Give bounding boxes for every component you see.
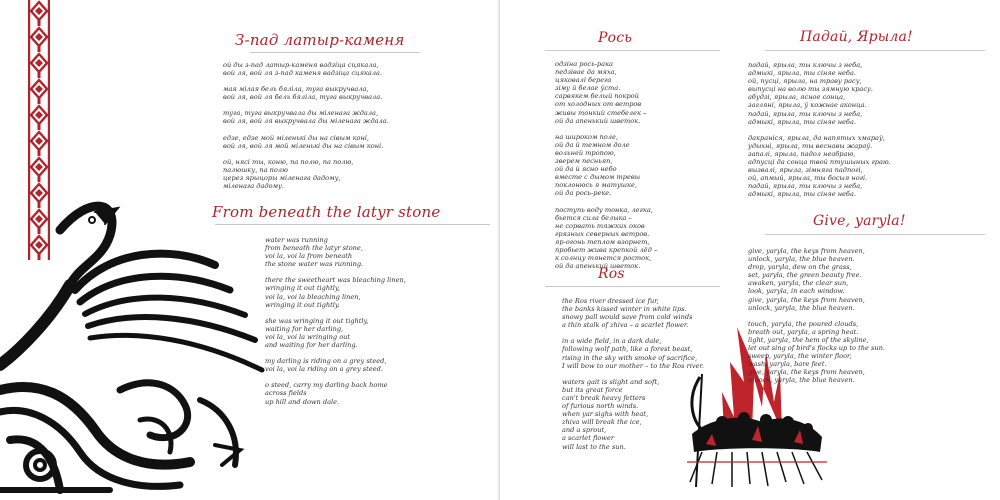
belarusian-poem-text bbox=[223, 61, 389, 198]
poem-line: адпусці да сонца твой птушыных граю. bbox=[748, 158, 891, 167]
poem-line: give, yaryla, the keys from heaven, bbox=[748, 247, 865, 255]
poem-line: грязных северных ветров. bbox=[555, 229, 650, 238]
poem-line: педзівае да мяха, bbox=[555, 68, 617, 77]
stanza bbox=[748, 320, 885, 385]
yaryla-by-title: Падай, Ярыла! bbox=[800, 29, 913, 45]
poem-line: адмыкі, ярыла, ты сіняе неба. bbox=[748, 190, 856, 199]
poem-line: вой ля, вой ля выкручвала ды міленага ждала. bbox=[223, 117, 389, 126]
stanza bbox=[223, 158, 389, 190]
title-rule bbox=[765, 50, 985, 51]
poem-line: a thin stalk of zhiva – a scarlet flower. bbox=[562, 321, 689, 330]
poem-line: поступь воду тонка, легка, bbox=[555, 205, 653, 214]
poem-line: ой да апенький шветок. bbox=[555, 116, 641, 125]
stanza bbox=[555, 133, 657, 198]
english-poem-title: From beneath the latyr stone bbox=[212, 203, 441, 221]
stanza bbox=[562, 297, 704, 329]
poem-line: in a wide field, in a dark dale, bbox=[562, 337, 662, 346]
stanza bbox=[265, 381, 406, 405]
poem-line: одзіна рось-рака bbox=[555, 60, 613, 68]
poem-line: падай, ярыла, ты ключы з неба, bbox=[748, 182, 863, 191]
poem-line: мая мілая бель бяліла, туга выкручвала, bbox=[223, 85, 369, 94]
poem-line: дакраніся, ярыла, да напятых хмараў, bbox=[748, 133, 885, 142]
stanza bbox=[265, 317, 406, 349]
poem-line: к солнцу тянется росток, bbox=[555, 254, 652, 263]
poem-line: of furious north winds. bbox=[562, 402, 639, 411]
poem-line: сарвякем белый покрой bbox=[555, 92, 639, 101]
poem-line: waters gait is slight and soft, bbox=[562, 377, 660, 386]
poem-line: ой да й темном доле bbox=[555, 140, 630, 149]
poem-line: церез ярыцоры міленага дадому, bbox=[223, 173, 341, 182]
poem-line: вой ля, вой ля мой міленькі ды на сівым коні. bbox=[223, 141, 384, 150]
poem-line: light, yaryla, the hem of the skyline, bbox=[748, 335, 869, 344]
poem-line: ой да апенький шветок. bbox=[555, 262, 641, 271]
poem-line: let out sing of bird's flocks up to the sun. bbox=[748, 344, 885, 353]
poem-line: from beneath the latyr stone, bbox=[265, 244, 363, 253]
poem-line: не сорвать тяжких оков bbox=[555, 221, 645, 230]
title-rule bbox=[250, 52, 420, 53]
poem-line: the Ros river dressed ice fur, bbox=[562, 297, 659, 305]
poem-line: запалі, ярыла, падол неабраю, bbox=[748, 149, 856, 158]
poem-line: I will bow to our mother – to the Ros river. bbox=[562, 361, 704, 370]
poem-line: can't break heavy fetters bbox=[562, 393, 646, 402]
stanza bbox=[555, 60, 657, 125]
poem-line: ой да рось-реке. bbox=[555, 189, 612, 198]
poem-line: voi la, voi la wringing out bbox=[265, 332, 351, 341]
stanza bbox=[223, 134, 389, 150]
poem-line: туга, туга выкручвала ды міленага ждала, bbox=[223, 109, 379, 118]
stanza bbox=[562, 337, 704, 369]
poem-line: ой да й ясно небо bbox=[555, 165, 617, 174]
right-page bbox=[500, 0, 1000, 500]
stanza bbox=[555, 206, 657, 271]
poem-line: when yar sighs with heat, bbox=[562, 410, 649, 419]
poem-line: зверем песньяп, bbox=[555, 157, 613, 166]
stanza bbox=[223, 109, 389, 125]
poem-line: wringing it out tightly, bbox=[265, 284, 340, 293]
poem-line: от холодных от ветров bbox=[555, 100, 642, 109]
poem-line: a scarlet flower bbox=[562, 434, 615, 443]
poem-line: яр-огонь теплом взорнет, bbox=[555, 237, 650, 246]
poem-line: up hill and down dale. bbox=[265, 397, 340, 406]
poem-line: but its great force bbox=[562, 385, 623, 394]
poem-line: voi la, voi la from beneath bbox=[265, 252, 353, 261]
ros-by-text bbox=[555, 60, 657, 278]
poem-line: едзе, едзе мой міленькі ды на сівым коні, bbox=[223, 133, 370, 142]
stanza bbox=[748, 61, 891, 126]
poem-line: wringing it out tightly. bbox=[265, 300, 340, 309]
poem-line: ой, нясі ты, коню, па полю, па полю, bbox=[223, 157, 354, 166]
poem-line: падай, ярыла, ты ключы з неба, bbox=[748, 61, 863, 69]
poem-line: water was running bbox=[265, 236, 328, 244]
yaryla-en-text bbox=[748, 247, 885, 393]
poem-line: awaken, yaryla, the clear sun, bbox=[748, 279, 849, 288]
poem-line: бьется сила белыка – bbox=[555, 213, 632, 222]
stanza bbox=[265, 276, 406, 308]
title-rule bbox=[215, 224, 490, 225]
english-poem-text bbox=[265, 236, 406, 414]
poem-line: unlock, yaryla, the blue heaven. bbox=[748, 255, 855, 264]
poem-line: following wolf path, like a forest beast, bbox=[562, 345, 693, 354]
poem-line: падай, ярыла, ты ключы з неба, bbox=[748, 109, 863, 118]
stanza bbox=[748, 247, 885, 312]
stanza bbox=[223, 85, 389, 101]
stanza bbox=[265, 236, 406, 268]
poem-line: цяковалі берега bbox=[555, 76, 612, 85]
stanza bbox=[748, 134, 891, 199]
poem-line: вызвалі, ярыла, зімняга падпогі, bbox=[748, 166, 863, 175]
poem-line: the stone water was running. bbox=[265, 260, 364, 269]
poem-line: sweep, yaryla, the winter floor, bbox=[748, 352, 852, 361]
poem-line: give, yaryla, the keys from heaven, bbox=[748, 295, 865, 304]
stanza bbox=[562, 378, 704, 451]
poem-line: адмыкі, ярыла, ты сіняе неба. bbox=[748, 117, 856, 126]
poem-line: ой, пусці, ярыла, на траву расу, bbox=[748, 77, 862, 86]
poem-line: my darling is riding on a grey steed, bbox=[265, 357, 387, 366]
poem-line: вольней тропою, bbox=[555, 148, 616, 157]
poem-line: drop, yaryla, dew on the grass, bbox=[748, 263, 852, 272]
poem-line: удыхні, ярыла, ты веснавы жараў. bbox=[748, 141, 873, 150]
yaryla-by-text bbox=[748, 61, 891, 207]
belarusian-poem-title: З-пад латыр-каменя bbox=[235, 31, 405, 49]
poem-line: and a sprout, bbox=[562, 426, 607, 435]
poem-line: адмыкі, ярыла, ты сіняе неба. bbox=[748, 69, 856, 78]
poem-line: абудзі, ярыла, ясное сонца, bbox=[748, 93, 846, 102]
poem-line: ой, апмый, ярыла, ты босыя ногі. bbox=[748, 174, 868, 183]
poem-line: міленага дадому. bbox=[223, 182, 284, 191]
firebird-artwork bbox=[0, 190, 270, 500]
poem-line: загляні, ярыла, ў кожнае аконца. bbox=[748, 101, 867, 110]
poem-line: will last to the sun. bbox=[562, 442, 626, 451]
stanza bbox=[223, 61, 389, 77]
poem-line: across fields bbox=[265, 389, 307, 398]
poem-line: and waiting for her darling. bbox=[265, 341, 358, 350]
poem-line: set, yaryla, the green beauty free. bbox=[748, 271, 862, 280]
poem-line: живы тонкий стебелек – bbox=[555, 108, 647, 117]
ros-by-title: Рось bbox=[598, 30, 633, 46]
poem-line: зіму й белае ўста. bbox=[555, 84, 621, 93]
poem-line: snowy pall would save from cold winds bbox=[562, 313, 693, 322]
poem-line: touch, yaryla, the poured clouds, bbox=[748, 319, 859, 328]
poem-line: voi la, voi la bleaching linen, bbox=[265, 292, 361, 301]
poem-line: ой ды з-пад латыр-каменя вадзіца сцякала, bbox=[223, 61, 379, 69]
poem-line: o steed, carry my darling back home bbox=[265, 381, 388, 390]
poem-line: вместе с дымом тревы bbox=[555, 173, 641, 182]
stanza bbox=[265, 357, 406, 373]
poem-line: zhiva will break the ice, bbox=[562, 418, 642, 427]
poem-line: give, yaryla, the keys from heaven, bbox=[748, 368, 865, 377]
poem-line: waiting for her darling, bbox=[265, 324, 344, 333]
title-rule bbox=[545, 286, 720, 287]
ros-en-text bbox=[562, 297, 704, 459]
poem-line: вой ля, вой ля з-пад каменя вадзіца сцякала. bbox=[223, 69, 383, 78]
poem-line: вой ля, вой ля бель бяліла, туга выкручвала. bbox=[223, 93, 383, 102]
poem-line: палюшку, па полю bbox=[223, 165, 288, 174]
title-rule bbox=[765, 234, 985, 235]
poem-line: на широком поле, bbox=[555, 132, 618, 141]
poem-line: выпусці на волю ты зямную красу. bbox=[748, 85, 873, 94]
poem-line: the banks kissed winter in white lips. bbox=[562, 305, 687, 314]
poem-line: there the sweetheart was bleaching linen, bbox=[265, 276, 406, 285]
poem-line: she was wringing it out tightly, bbox=[265, 316, 369, 325]
poem-line: unlock, yaryla, the blue heaven. bbox=[748, 303, 855, 312]
poem-line: wash, yaryla, bare feet. bbox=[748, 360, 827, 369]
poem-line: rising in the sky with smoke of sacrifice, bbox=[562, 353, 698, 362]
title-rule bbox=[545, 50, 720, 51]
poem-line: breath out, yaryla, a spring heat. bbox=[748, 327, 859, 336]
poem-line: voi la, voi la riding on a grey steed. bbox=[265, 365, 383, 374]
ros-en-title: Ros bbox=[598, 266, 625, 282]
yaryla-en-title: Give, yaryla! bbox=[813, 213, 906, 229]
poem-line: пробьет жива крепкой лёд – bbox=[555, 245, 658, 254]
poem-line: unlock, yaryla, the blue heaven. bbox=[748, 376, 855, 385]
poem-line: look, yaryla, in each window. bbox=[748, 287, 845, 296]
poem-line: поклонюсь я матушке, bbox=[555, 181, 637, 190]
